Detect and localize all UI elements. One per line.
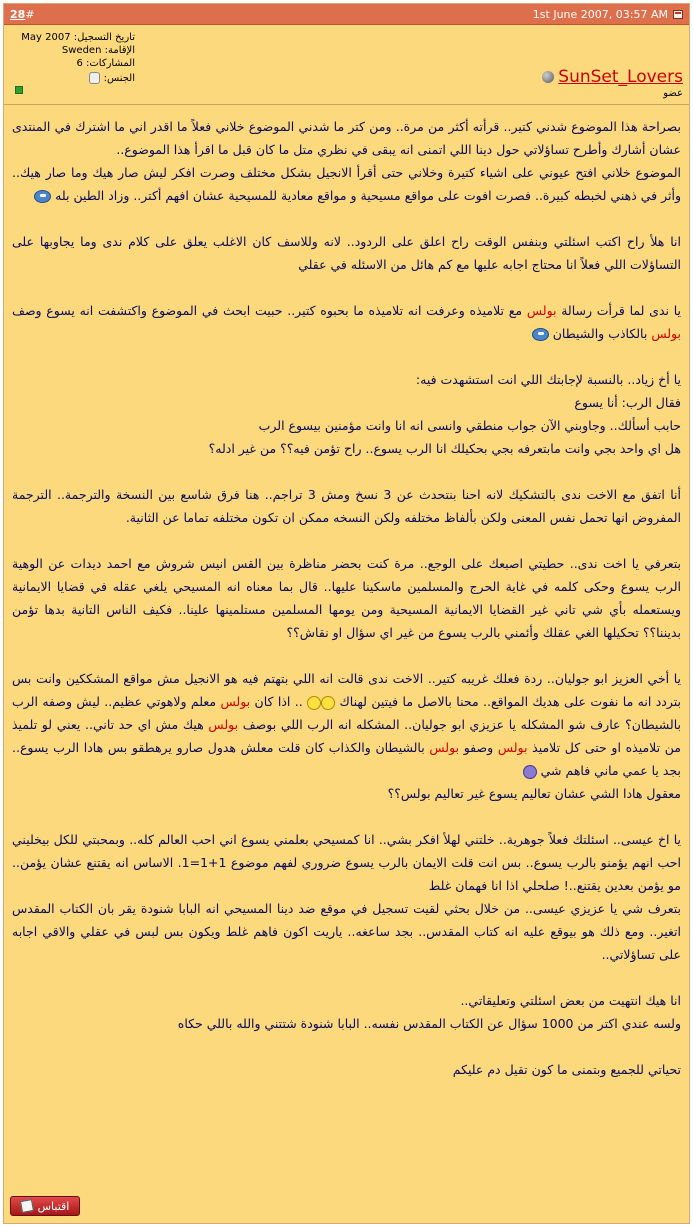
message-paragraph: فقال الرب: أنا يسوع [574, 395, 681, 410]
message-paragraph: الموضوع خلاني افتح عيوني على اشياء كتيرة وخلاني حتى أقرأ الانجيل بشكل مختلف وصرت افكر ليش صار هيك وما صار هيك.. وأثر في ذهني لخبطه كبيرة.. فصرت افوت على مواقع مسيحية و مواقع معادية للمسيحية عشان افهم أكتر.. وزاد الطين بله [12, 165, 681, 203]
message-paragraph: ولسه عندي اكتر من 1000 سؤال عن الكتاب المقدس نفسه.. البابا شنودة شتتني والله باللي حكاه [177, 1016, 681, 1031]
message-paragraph: هل اي واحد بجي وانت مابتعرفه بجي بحكيلك انا الرب يسوع.. راح تؤمن فيه؟؟ من غير ادله؟ [208, 441, 681, 456]
location: الإقامة: Sweden [61, 45, 135, 56]
post-footer [10, 1196, 80, 1216]
confused-smiley-icon [321, 696, 335, 710]
join-date: تاريخ التسجيل: May 2007 [21, 32, 135, 43]
message-paragraph: انا هلأ راح اكتب اسئلتي وبنفس الوقت راح اعلق على الردود.. لانه وللاسف كان الاغلب يعلق على كلام ندى وما يجاوبها على التساؤلات اللي فعلاً انا محتاج اجابه عليها مع كم هائل من الاسئله في عقلي [12, 234, 681, 272]
user-status-icon [542, 71, 554, 83]
message-paragraph: تحياتي للجميع وبتمنى ما كون تقيل دم عليكم [452, 1062, 681, 1077]
smiley-icon [34, 190, 51, 203]
post-number [10, 8, 35, 21]
post-date: 1st June 2007, 03:57 AM [532, 7, 668, 21]
username-link[interactable] [542, 67, 683, 87]
post-header [4, 4, 689, 25]
paul-highlight: بولس [651, 326, 681, 341]
post-number-suffix: # [25, 7, 35, 21]
post-icon [673, 10, 683, 19]
gender-label: الجنس: [103, 73, 135, 84]
post-message: بصراحة هذا الموضوع شدني كتير.. قرأته أكثر من مرة.. ومن كتر ما شدني الموضوع خلاني فعلاً ما اقدر اني ما اشترك في المنتدى عشان أشارك وأطرح تساؤلاتي حول دينا اللي اتمنى انه يبقى في نظري متل ما كان قبل ما اقرأ هذا الموضوع.. الموضوع خلاني افتح عيوني على اشياء كتيرة وخلاني حتى أقرأ الانجيل بشكل مختلف وصرت افكر ليش صار هيك وما صار هيك.. وأثر في ذهني لخبطه كبيرة.. فصرت افوت على مواقع مسيحية و مواقع معادية للمسيحية عشان افهم أكتر.. وزاد الطين بله انا هلأ راح اكتب اسئلتي وبنفس الوقت راح اعلق على الردود.. لانه وللاسف كان الاغلب يعلق على كلام ندى وما يجاوبها على التساؤلات اللي فعلاً انا محتاج اجابه عليها مع كم هائل من الاسئله في عقلي يا ندى لما قرأت رسالة بولس مع تلاميذه وعرفت انه تلاميذه ما بحبوه كتير.. حبيت ابحث في الموضوع واكتشفت انه يسوع وصف بولس بالكاذب والشيطان يا أخ زياد.. بالنسبة لإجابتك اللي انت استشهدت فيه: فقال الرب: أنا يسوع حابب أسألك.. وجاوبني الآن جواب منطقي وانسى انه انا وانت مؤمنين بيسوع الرب هل اي واحد بجي وانت مابتعرفه بجي بحكيلك انا الرب يسوع.. راح تؤمن فيه؟؟ من غير ادله؟ أنا اتفق مع الاخت ندى بالتشكيك لانه احنا بنتحدث عن 3 نسخ ومش 3 تراجم.. هنا فرق شاسع بين النسخة والترجمة.. الترجمة المفروض انها تحمل نفس المعنى ولكن بألفاظ مختلفه ولكن النسخه ممكن ان تكون مختلفه تماما عن الثانية. بتعرفي يا اخت ندى.. حطيتي اصبعك على الوجع.. مرة كنت بحضر مناظرة بين القس انيس شروش مع احمد ديدات عن الوهية الرب يسوع وحكى كلمه في غاية الحرج والمسلمين ماسكينا عليها.. قال بما معناه انه المسيحي يلغي عقله في قضايا الايمانية ويستعمله بأي شي تاني غير القضايا الايمانية المسيحية ومن يومها المسلمين مستلمينها علينا.. فكيف الناس التانية بدها تؤمن بديننا؟؟ تحكيلها الغي عقلك وأئمني بالرب يسوع من غير اي سؤال او نقاش؟؟ يا أخي العزيز ابو جوليان.. ردة فعلك غريبه كتير.. الاخت ندى قالت انه اللي بتهتم فيه هو الانجيل مش مواقع المشككين وانت بس بتردد انه ما نفوت على هديك المواقع.. محنا بالاصل ما فيتين لهناك .. اذا كان بولس معلم ولاهوتي عظيم.. ليش وصفه الرب بالشيطان؟ عارف شو المشكله يا عزيزي ابو جوليان.. المشكله انه الرب اللي بوصف بولس هيك مش اي حد تاني.. يعني لو تلميذ من تلاميذه او حتى كل تلاميذ بولس وصفو بولس بالشيطان والكذاب كان قلت معلش هدول صارو يرهطقو بس هادا الرب يسوع.. بجد يا عمي ماني فاهم شي معقول هادا الشي عشان تعاليم يسوع غير تعاليم بولس؟؟ يا اخ عيسى.. اسئلتك فعلاً جوهرية.. خلتني لهلأ افكر بشي.. انا كمسيحي بعلمني يسوع اني احب العالم كله.. وبمحبتي للكل بيخليني احب انهم يؤمنو بالرب يسوع.. بس انت قلت الايمان بالرب يسوع ضروري لفهم موضوع 1+1=1. الاساس انه يقتنع عشان يؤمن.. مو يؤمن بعدين يقتنع..! صلحلي اذا انا فهمان غلط بتعرف شي يا عزيزي عيسى.. من خلال بحثي لقيت تسجيل في موقع ضد دينا المسيحي انه البابا شنودة يقر بان الكتاب المقدس اتغير.. ومع ذلك هو بيوقع عليه انه كتاب المقدس.. بجد ساعغه.. ياريت اكون فاهم غلط ويكون بس لبس في عقلي والاقي اجابه على تساؤلاتي.. انا هيك انتهيت من بعض اسئلتي وتعليقاتي.. ولسه عندي اكتر من 1000 سؤال عن الكتاب المقدس نفسه.. البابا شنودة شتتني والله باللي حكاه تحياتي للجميع وبتمنى ما كون تقيل دم عليكم [4, 105, 689, 1081]
user-name-block [542, 67, 683, 99]
message-paragraph: معقول هادا الشي عشان تعاليم يسوع غير تعاليم بولس؟؟ [387, 786, 681, 801]
message-paragraph: انا هيك انتهيت من بعض اسئلتي وتعليقاتي.. [460, 993, 681, 1008]
user-title: عضو [663, 88, 683, 99]
message-paragraph: حابب أسألك.. وجاوبني الآن جواب منطقي وانسى انه انا وانت مؤمنين بيسوع الرب [258, 418, 681, 433]
message-paragraph: بصراحة هذا الموضوع شدني كتير.. قرأته أكثر من مرة.. ومن كتر ما شدني الموضوع خلاني فعلاً ما اقدر اني ما اشترك في المنتدى عشان أشارك وأطرح تساؤلاتي حول دينا اللي اتمنى انه يبقى في نظري متل ما كان قبل ما اقرأ هذا الموضوع.. [12, 119, 681, 157]
sad-smiley-icon [523, 765, 537, 779]
message-paragraph: بتعرف شي يا عزيزي عيسى.. من خلال بحثي لقيت تسجيل في موقع ضد دينا المسيحي انه البابا شنودة يقر بان الكتاب المقدس اتغير.. ومع ذلك هو بيوقع عليه انه كتاب المقدس.. بجد ساعغه.. ياريت اكون فاهم غلط ويكون بس لبس في عقلي والاقي اجابه على تساؤلاتي.. [12, 901, 681, 962]
post-count: المشاركات: 6 [76, 58, 135, 69]
online-status-icon [15, 86, 23, 94]
message-paragraph: يا اخ عيسى.. اسئلتك فعلاً جوهرية.. خلتني لهلأ افكر بشي.. انا كمسيحي بعلمني يسوع اني احب العالم كله.. وبمحبتي للكل بيخليني احب انهم يؤمنو بالرب يسوع.. بس انت قلت الايمان بالرب يسوع ضروري لفهم موضوع 1+1=1. الاساس انه يقتنع عشان يؤمن.. مو يؤمن بعدين يقتنع..! صلحلي اذا انا فهمان غلط [12, 832, 681, 893]
paul-highlight: بولس [497, 740, 528, 755]
message-paragraph: أنا اتفق مع الاخت ندى بالتشكيك لانه احنا بنتحدث عن 3 نسخ ومش 3 تراجم.. هنا فرق شاسع بين النسخة والترجمة.. الترجمة المفروض انها تحمل نفس المعنى ولكن بألفاظ مختلفه ولكن النسخه ممكن ان تكون مختلفه تماما عن الثانية. [12, 487, 682, 525]
paul-highlight: بولس [526, 303, 557, 318]
message-paragraph: يا أخ زياد.. بالنسبة لإجابتك اللي انت استشهدت فيه: [415, 372, 681, 387]
user-stats [10, 31, 135, 98]
quote-label: اقتباس [37, 1199, 70, 1213]
paul-highlight: بولس [208, 717, 239, 732]
quote-button[interactable] [10, 1196, 80, 1216]
message-paragraph: بتعرفي يا اخت ندى.. حطيتي اصبعك على الوجع.. مرة كنت بحضر مناظرة بين القس انيس شروش مع احمد ديدات عن الوهية الرب يسوع وحكى كلمه في غاية الحرج والمسلمين ماسكينا عليها.. قال بما معناه انه المسيحي يلغي عقله في قضايا الايمانية ويستعمله بأي شي تاني غير القضايا الايمانية المسيحية ومن يومها المسلمين مستلمينها علينا.. فكيف الناس التانية بدها تؤمن بديننا؟؟ تحكيلها الغي عقلك وأئمني بالرب يسوع من غير اي سؤال او نقاش؟؟ [12, 556, 681, 640]
post-container [3, 3, 690, 1224]
smiley-icon [532, 328, 549, 341]
username: SunSet_Lovers [558, 67, 683, 87]
paul-highlight: بولس [429, 740, 460, 755]
quote-icon [20, 1199, 34, 1213]
confused-smiley-icon [307, 696, 321, 710]
user-info [4, 25, 689, 105]
post-number-link[interactable]: 28 [10, 7, 26, 21]
paul-highlight: بولس [220, 694, 251, 709]
gender-icon [89, 72, 100, 84]
